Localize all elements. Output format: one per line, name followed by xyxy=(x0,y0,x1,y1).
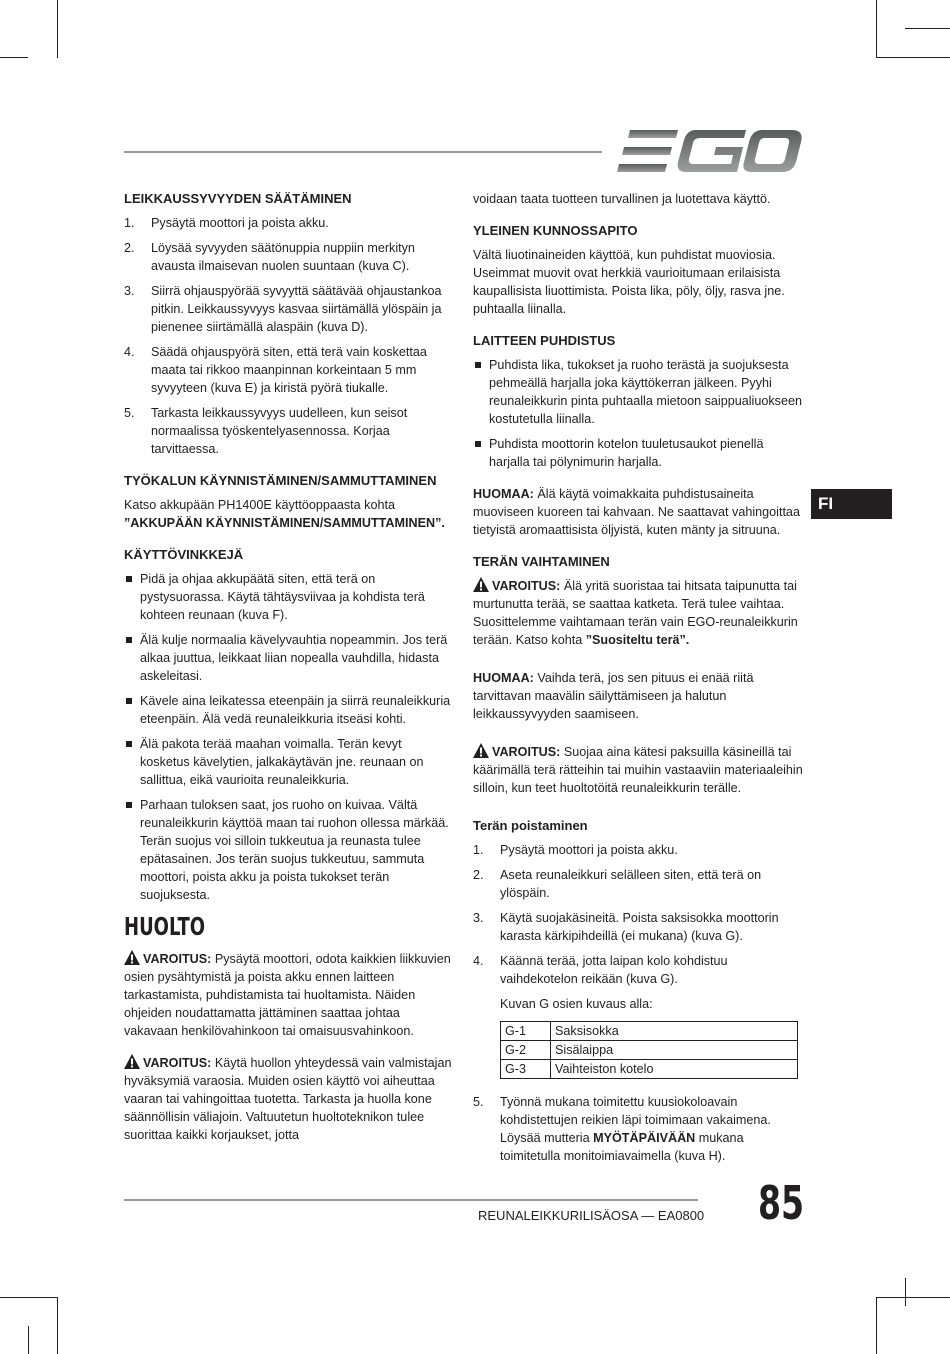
crop-mark xyxy=(876,1297,950,1298)
warning-paragraph: VAROITUS: Pysäytä moottori, odota kaikkien liikkuvien osien pysähtymistä ja poista akku ennen laitteen tarkastamista, puhdistamista tai huoltamista. Näiden ohjeiden noudattamatta jättäminen saattaa johtaa vakavaan henkilövahinkoon tai omaisuusvahinkoon. xyxy=(124,952,451,1038)
crop-mark xyxy=(876,1297,877,1354)
crop-mark xyxy=(28,1326,29,1354)
right-column xyxy=(473,190,803,1179)
removal-steps-list-cont xyxy=(473,1093,803,1165)
warning-paragraph: VAROITUS: Suojaa aina kätesi paksuilla käsineillä tai käärimällä terä rätteihin tai muihin vastaaviin materiaaleihin silloin, kun teet huoltotöitä reunaleikkurin terälle. xyxy=(473,745,803,795)
header-rule xyxy=(124,151,602,153)
section-heading: TYÖKALUN KÄYNNISTÄMINEN/SAMMUTTAMINEN xyxy=(124,473,437,488)
list-item: 3. Siirrä ohjauspyörää syvyyttä säätävää ohjaustankoa pitkin. Leikkaussyvyys kasvaa siirtämällä ylöspäin ja pienenee siirtämällä alaspäin (kuva D). xyxy=(124,284,442,334)
removal-steps-list xyxy=(473,841,803,988)
crop-mark xyxy=(57,0,58,28)
crop-mark xyxy=(57,28,58,58)
table-row: G-1 Saksisokka xyxy=(501,1022,798,1041)
list-item: 2. Löysää syvyyden säätönuppia nuppiin merkityn avausta ilmaisevan nuolen suuntaan (kuva C). xyxy=(124,241,415,273)
note-paragraph: HUOMAA: Vaihda terä, jos sen pituus ei enää riitä tarvittavan maavälin säilyttämiseen ja halutun leikkaussyvyyden saamiseen. xyxy=(473,671,754,721)
list-item: 4. Käännä terää, jotta laipan kolo kohdistuu vaihdekotelon reikään (kuva G). xyxy=(473,954,728,986)
paragraph: Vältä liuotinaineiden käyttöä, kun puhdistat muoviosia. Useimmat muovit ovat herkkiä vaurioitumaan erilaisista kaupallisista liuottimista. Poista lika, pöly, öljy, rasva jne. puhtaalla liinalla. xyxy=(473,248,785,316)
ego-logo xyxy=(616,130,802,172)
warning-icon xyxy=(124,1054,140,1069)
list-item: Pidä ja ohjaa akkupäätä siten, että terä on pystysuorassa. Käytä tähtäysviivaa ja kohdista terä kohteen reunaan (kuva F). xyxy=(124,570,454,624)
section-heading: KÄYTTÖVINKKEJÄ xyxy=(124,547,244,562)
warning-icon xyxy=(473,743,489,758)
depth-steps-list xyxy=(124,214,454,458)
tips-list xyxy=(124,570,454,904)
table-row: G-3 Vaihteiston kotelo xyxy=(501,1060,798,1079)
chapter-title: HUOLTO xyxy=(124,912,206,941)
list-item: 5. Työnnä mukana toimitettu kuusiokoloavain kohdistettujen reikien läpi toimimaan vakaimena. Löysää mutteria MYÖTÄPÄIVÄÄN mukana toimitetulla monitoimiavaimella (kuva H). xyxy=(473,1095,771,1163)
language-tab: FI xyxy=(811,489,892,519)
list-item: Puhdista moottorin kotelon tuuletusaukot pienellä harjalla tai pölynimurin harjalla. xyxy=(473,435,803,471)
list-item: Puhdista lika, tukokset ja ruoho terästä ja suojuksesta pehmeällä harjalla joka käyttökerran jälkeen. Pyyhi reunaleikkurin pinta puhtaalla mietoon saippualiuokseen kostutetulla liinalla. xyxy=(473,356,803,428)
list-item: 1. Pysäytä moottori ja poista akku. xyxy=(473,843,678,857)
crop-mark xyxy=(0,1297,58,1298)
crop-mark xyxy=(876,0,877,57)
list-item: Kävele aina leikatessa eteenpäin ja siirrä reunaleikkuria eteenpäin. Älä vedä reunaleikkuria itseäsi kohti. xyxy=(124,692,454,728)
left-column xyxy=(124,190,454,1158)
crop-mark xyxy=(876,57,950,58)
footer-rule xyxy=(124,1199,698,1201)
section-heading: TERÄN VAIHTAMINEN xyxy=(473,554,610,569)
section-heading: LEIKKAUSSYVYYDEN SÄÄTÄMINEN xyxy=(124,191,352,206)
crop-mark xyxy=(905,28,950,29)
warning-paragraph: VAROITUS: Älä yritä suoristaa tai hitsata taipunutta tai murtunutta terää, se saattaa katketa. Terä tulee vaihtaa. Suosittelemme vaihtamaan terän vain EGO-reunaleikkurin terään. Katso kohta ”Suositeltu terä”. xyxy=(473,579,798,647)
list-item: 5. Tarkasta leikkaussyvyys uudelleen, kun seisot normaalissa työskentelyasennossa. Korjaa tarvittaessa. xyxy=(124,406,408,456)
note-paragraph: HUOMAA: Älä käytä voimakkaita puhdistusaineita muoviseen kuoreen tai kahvaan. Ne saattavat vahingoittaa tietyistä aromaattisista öljyistä, kuten mänty ja sitruuna. xyxy=(473,487,800,537)
warning-paragraph: VAROITUS: Käytä huollon yhteydessä vain valmistajan hyväksymiä varaosia. Muiden osien käyttö voi aiheuttaa vaaran tai vahingoittaa tuotetta. Tarkasta ja huolla kone säännöllisin väliajoin. Valtuutetun huoltoteknikon tulee suorittaa kaikki korjaukset, jotta xyxy=(124,1056,452,1142)
section-heading: LAITTEEN PUHDISTUS xyxy=(473,333,616,348)
crop-mark xyxy=(57,1297,58,1354)
table-row: G-2 Sisälaippa xyxy=(501,1041,798,1060)
crop-mark xyxy=(905,1278,906,1306)
warning-icon xyxy=(473,577,489,592)
parts-table xyxy=(500,1021,798,1079)
page-number: 85 xyxy=(758,1176,805,1230)
crop-mark xyxy=(0,57,28,58)
list-item: 3. Käytä suojakäsineitä. Poista saksisokka moottorin karasta kärkipihdeillä (ei mukana) (kuva G). xyxy=(473,911,779,943)
list-item: Parhaan tuloksen saat, jos ruoho on kuivaa. Vältä reunaleikkurin käyttöä maan tai ruohon ollessa märkää. Terän suojus voi silloin tukkeutua ja reunasta tulee epätasainen. Jos terän suojus tukkeutuu, sammuta moottori, poista akku ja poista tukokset terän suojuksesta. xyxy=(124,796,454,904)
section-heading: YLEINEN KUNNOSSAPITO xyxy=(473,223,638,238)
cleaning-list xyxy=(473,356,803,471)
list-item: 4. Säädä ohjauspyörä siten, että terä vain koskettaa maata tai rikkoo maanpinnan korkeintaan 5 mm syvyyteen (kuva E) ja kiristä pyörä tiukalle. xyxy=(124,345,427,395)
list-item: Älä pakota terää maahan voimalla. Terän kevyt kosketus kävelytien, jalkakäytävän jne. reunaan on sallittua, eikä vaurioita reunaleikkuria. xyxy=(124,735,454,789)
warning-icon xyxy=(124,950,140,965)
list-item: Älä kulje normaalia kävelyvauhtia nopeammin. Jos terä alkaa juuttua, leikkaat liian nopealla vauhdilla, hidasta askeleitasi. xyxy=(124,631,454,685)
list-item: 2. Aseta reunaleikkuri selälleen siten, että terä on ylöspäin. xyxy=(473,868,762,900)
footer-product: REUNALEIKKURILISÄOSA — EA0800 xyxy=(478,1208,705,1223)
subsection-heading: Terän poistaminen xyxy=(473,818,588,833)
table-caption: Kuvan G osien kuvaus alla: xyxy=(500,997,653,1011)
paragraph: Katso akkupään PH1400E käyttöoppaasta kohta ”AKKUPÄÄN KÄYNNISTÄMINEN/SAMMUTTAMINEN”. xyxy=(124,498,445,530)
paragraph: voidaan taata tuotteen turvallinen ja luotettava käyttö. xyxy=(473,192,771,206)
list-item: 1. Pysäytä moottori ja poista akku. xyxy=(124,216,329,230)
